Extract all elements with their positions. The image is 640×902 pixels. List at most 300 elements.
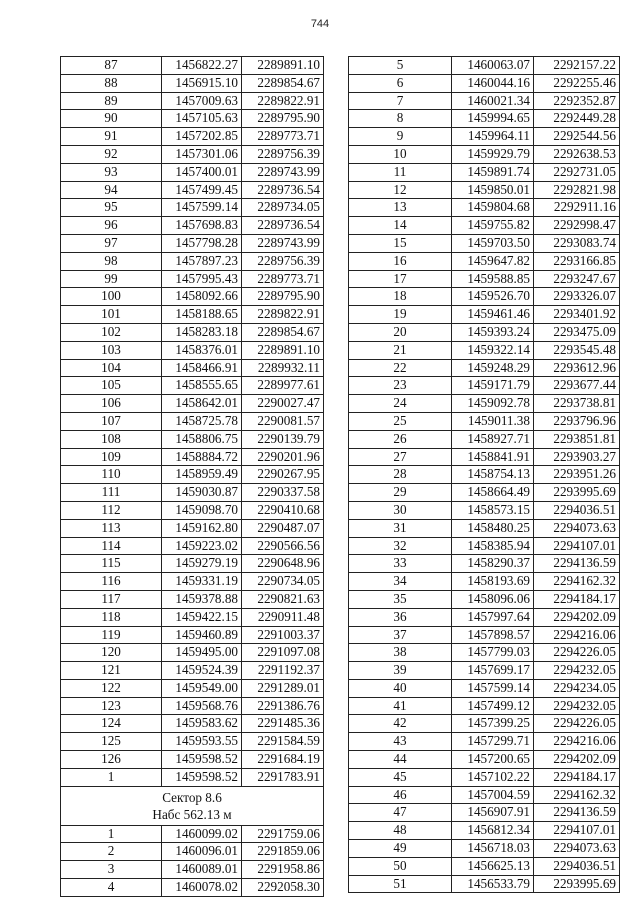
- point-number-cell: 93: [61, 163, 162, 181]
- point-number-cell: 50: [349, 857, 452, 875]
- point-number-cell: 112: [61, 501, 162, 519]
- y-coordinate-cell: 2290566.56: [242, 537, 324, 555]
- x-coordinate-cell: 1460044.16: [452, 74, 534, 92]
- point-number-cell: 26: [349, 430, 452, 448]
- point-number-cell: 20: [349, 323, 452, 341]
- y-coordinate-cell: 2293677.44: [534, 377, 620, 395]
- x-coordinate-cell: 1458927.71: [452, 430, 534, 448]
- point-number-cell: 119: [61, 626, 162, 644]
- y-coordinate-cell: 2290734.05: [242, 573, 324, 591]
- x-coordinate-cell: 1459098.70: [162, 501, 242, 519]
- point-number-cell: 113: [61, 519, 162, 537]
- y-coordinate-cell: 2292638.53: [534, 145, 620, 163]
- x-coordinate-cell: 1459804.68: [452, 199, 534, 217]
- x-coordinate-cell: 1456718.03: [452, 840, 534, 858]
- y-coordinate-cell: 2291097.08: [242, 644, 324, 662]
- point-number-cell: 23: [349, 377, 452, 395]
- y-coordinate-cell: 2293612.96: [534, 359, 620, 377]
- table-row: [349, 733, 620, 751]
- table-row: [61, 270, 324, 288]
- x-coordinate-cell: 1459647.82: [452, 252, 534, 270]
- point-number-cell: 107: [61, 412, 162, 430]
- table-row: [61, 843, 324, 861]
- table-row: [61, 519, 324, 537]
- x-coordinate-cell: 1460089.01: [162, 861, 242, 879]
- point-number-cell: 43: [349, 733, 452, 751]
- point-number-cell: 51: [349, 875, 452, 893]
- x-coordinate-cell: 1459162.80: [162, 519, 242, 537]
- y-coordinate-cell: 2291289.01: [242, 679, 324, 697]
- y-coordinate-cell: 2290139.79: [242, 430, 324, 448]
- table-row: [349, 519, 620, 537]
- point-number-cell: 34: [349, 573, 452, 591]
- x-coordinate-cell: 1456625.13: [452, 857, 534, 875]
- table-row: [349, 288, 620, 306]
- y-coordinate-cell: 2293326.07: [534, 288, 620, 306]
- y-coordinate-cell: 2290821.63: [242, 590, 324, 608]
- point-number-cell: 40: [349, 679, 452, 697]
- point-number-cell: 92: [61, 145, 162, 163]
- y-coordinate-cell: 2291003.37: [242, 626, 324, 644]
- table-row: [61, 662, 324, 680]
- point-number-cell: 1: [61, 768, 162, 786]
- table-row: [349, 430, 620, 448]
- table-row: [61, 430, 324, 448]
- x-coordinate-cell: 1459322.14: [452, 341, 534, 359]
- table-row: [61, 751, 324, 769]
- point-number-cell: 6: [349, 74, 452, 92]
- point-number-cell: 7: [349, 92, 452, 110]
- point-number-cell: 39: [349, 662, 452, 680]
- y-coordinate-cell: 2294136.59: [534, 804, 620, 822]
- point-number-cell: 109: [61, 448, 162, 466]
- point-number-cell: 9: [349, 128, 452, 146]
- table-row: [61, 626, 324, 644]
- table-row: [349, 697, 620, 715]
- x-coordinate-cell: 1459583.62: [162, 715, 242, 733]
- table-row: [61, 181, 324, 199]
- table-row: [349, 359, 620, 377]
- x-coordinate-cell: 1458725.78: [162, 412, 242, 430]
- x-coordinate-cell: 1459422.15: [162, 608, 242, 626]
- y-coordinate-cell: 2293903.27: [534, 448, 620, 466]
- x-coordinate-cell: 1458096.06: [452, 590, 534, 608]
- table-row: [61, 377, 324, 395]
- x-coordinate-cell: 1457009.63: [162, 92, 242, 110]
- point-number-cell: 48: [349, 822, 452, 840]
- point-number-cell: 33: [349, 555, 452, 573]
- y-coordinate-cell: 2289977.61: [242, 377, 324, 395]
- x-coordinate-cell: 1457400.01: [162, 163, 242, 181]
- point-number-cell: 89: [61, 92, 162, 110]
- y-coordinate-cell: 2289734.05: [242, 199, 324, 217]
- point-number-cell: 21: [349, 341, 452, 359]
- table-row: [61, 768, 324, 786]
- coordinates-table-right: [348, 56, 620, 893]
- x-coordinate-cell: 1458555.65: [162, 377, 242, 395]
- left-table-rows-bottom: [61, 825, 324, 896]
- x-coordinate-cell: 1459495.00: [162, 644, 242, 662]
- y-coordinate-cell: 2291958.86: [242, 861, 324, 879]
- table-row: [349, 57, 620, 75]
- y-coordinate-cell: 2292998.47: [534, 217, 620, 235]
- table-row: [349, 644, 620, 662]
- table-row: [61, 128, 324, 146]
- y-coordinate-cell: 2291783.91: [242, 768, 324, 786]
- x-coordinate-cell: 1459703.50: [452, 234, 534, 252]
- table-row: [349, 466, 620, 484]
- y-coordinate-cell: 2290337.58: [242, 484, 324, 502]
- table-row: [61, 199, 324, 217]
- point-number-cell: 14: [349, 217, 452, 235]
- point-number-cell: 29: [349, 484, 452, 502]
- y-coordinate-cell: 2294226.05: [534, 644, 620, 662]
- point-number-cell: 15: [349, 234, 452, 252]
- point-number-cell: 42: [349, 715, 452, 733]
- x-coordinate-cell: 1457898.57: [452, 626, 534, 644]
- table-row: [349, 679, 620, 697]
- x-coordinate-cell: 1457698.83: [162, 217, 242, 235]
- y-coordinate-cell: 2294232.05: [534, 697, 620, 715]
- x-coordinate-cell: 1457699.17: [452, 662, 534, 680]
- point-number-cell: 97: [61, 234, 162, 252]
- x-coordinate-cell: 1458664.49: [452, 484, 534, 502]
- x-coordinate-cell: 1459460.89: [162, 626, 242, 644]
- point-number-cell: 102: [61, 323, 162, 341]
- point-number-cell: 100: [61, 288, 162, 306]
- point-number-cell: 94: [61, 181, 162, 199]
- x-coordinate-cell: 1459598.52: [162, 751, 242, 769]
- x-coordinate-cell: 1459994.65: [452, 110, 534, 128]
- y-coordinate-cell: 2294184.17: [534, 590, 620, 608]
- point-number-cell: 11: [349, 163, 452, 181]
- table-row: [349, 163, 620, 181]
- table-row: [61, 608, 324, 626]
- x-coordinate-cell: 1457105.63: [162, 110, 242, 128]
- y-coordinate-cell: 2294202.09: [534, 608, 620, 626]
- table-row: [61, 644, 324, 662]
- x-coordinate-cell: 1458841.91: [452, 448, 534, 466]
- point-number-cell: 106: [61, 395, 162, 413]
- table-row: [349, 199, 620, 217]
- y-coordinate-cell: 2293247.67: [534, 270, 620, 288]
- point-number-cell: 126: [61, 751, 162, 769]
- point-number-cell: 27: [349, 448, 452, 466]
- x-coordinate-cell: 1459929.79: [452, 145, 534, 163]
- x-coordinate-cell: 1456812.34: [452, 822, 534, 840]
- y-coordinate-cell: 2289932.11: [242, 359, 324, 377]
- point-number-cell: 17: [349, 270, 452, 288]
- y-coordinate-cell: 2289736.54: [242, 181, 324, 199]
- point-number-cell: 44: [349, 751, 452, 769]
- y-coordinate-cell: 2294202.09: [534, 751, 620, 769]
- point-number-cell: 38: [349, 644, 452, 662]
- y-coordinate-cell: 2290081.57: [242, 412, 324, 430]
- y-coordinate-cell: 2291386.76: [242, 697, 324, 715]
- table-row: [349, 662, 620, 680]
- y-coordinate-cell: 2294216.06: [534, 626, 620, 644]
- table-row: [61, 501, 324, 519]
- table-row: [61, 537, 324, 555]
- point-number-cell: 96: [61, 217, 162, 235]
- table-row: [349, 715, 620, 733]
- point-number-cell: 37: [349, 626, 452, 644]
- x-coordinate-cell: 1459393.24: [452, 323, 534, 341]
- y-coordinate-cell: 2294073.63: [534, 519, 620, 537]
- point-number-cell: 24: [349, 395, 452, 413]
- x-coordinate-cell: 1459755.82: [452, 217, 534, 235]
- y-coordinate-cell: 2289822.91: [242, 92, 324, 110]
- table-row: [349, 857, 620, 875]
- point-number-cell: 8: [349, 110, 452, 128]
- y-coordinate-cell: 2292449.28: [534, 110, 620, 128]
- y-coordinate-cell: 2290027.47: [242, 395, 324, 413]
- x-coordinate-cell: 1459248.29: [452, 359, 534, 377]
- y-coordinate-cell: 2293796.96: [534, 412, 620, 430]
- table-row: [61, 57, 324, 75]
- table-row: [349, 395, 620, 413]
- x-coordinate-cell: 1457997.64: [452, 608, 534, 626]
- x-coordinate-cell: 1459964.11: [452, 128, 534, 146]
- table-row: [349, 555, 620, 573]
- y-coordinate-cell: 2289756.39: [242, 252, 324, 270]
- point-number-cell: 105: [61, 377, 162, 395]
- table-row: [61, 484, 324, 502]
- point-number-cell: 101: [61, 306, 162, 324]
- point-number-cell: 49: [349, 840, 452, 858]
- point-number-cell: 1: [61, 825, 162, 843]
- point-number-cell: 88: [61, 74, 162, 92]
- x-coordinate-cell: 1459524.39: [162, 662, 242, 680]
- x-coordinate-cell: 1456533.79: [452, 875, 534, 893]
- x-coordinate-cell: 1459598.52: [162, 768, 242, 786]
- x-coordinate-cell: 1458754.13: [452, 466, 534, 484]
- sector-header-row: [61, 786, 324, 825]
- point-number-cell: 87: [61, 57, 162, 75]
- table-row: [349, 786, 620, 804]
- y-coordinate-cell: 2294216.06: [534, 733, 620, 751]
- point-number-cell: 22: [349, 359, 452, 377]
- y-coordinate-cell: 2289743.99: [242, 234, 324, 252]
- table-row: [349, 822, 620, 840]
- point-number-cell: 19: [349, 306, 452, 324]
- table-row: [61, 110, 324, 128]
- x-coordinate-cell: 1457995.43: [162, 270, 242, 288]
- point-number-cell: 31: [349, 519, 452, 537]
- x-coordinate-cell: 1458385.94: [452, 537, 534, 555]
- y-coordinate-cell: 2294184.17: [534, 768, 620, 786]
- table-row: [61, 306, 324, 324]
- x-coordinate-cell: 1458283.18: [162, 323, 242, 341]
- table-row: [349, 573, 620, 591]
- y-coordinate-cell: 2289795.90: [242, 288, 324, 306]
- point-number-cell: 123: [61, 697, 162, 715]
- x-coordinate-cell: 1458959.49: [162, 466, 242, 484]
- y-coordinate-cell: 2292731.05: [534, 163, 620, 181]
- table-row: [61, 163, 324, 181]
- y-coordinate-cell: 2289756.39: [242, 145, 324, 163]
- x-coordinate-cell: 1459891.74: [452, 163, 534, 181]
- page-number: 744: [310, 18, 330, 30]
- table-row: [349, 128, 620, 146]
- y-coordinate-cell: 2290201.96: [242, 448, 324, 466]
- point-number-cell: 116: [61, 573, 162, 591]
- point-number-cell: 108: [61, 430, 162, 448]
- point-number-cell: 121: [61, 662, 162, 680]
- table-row: [61, 217, 324, 235]
- table-row: [61, 466, 324, 484]
- x-coordinate-cell: 1460099.02: [162, 825, 242, 843]
- y-coordinate-cell: 2292821.98: [534, 181, 620, 199]
- point-number-cell: 47: [349, 804, 452, 822]
- x-coordinate-cell: 1459279.19: [162, 555, 242, 573]
- table-row: [61, 359, 324, 377]
- y-coordinate-cell: 2289773.71: [242, 128, 324, 146]
- x-coordinate-cell: 1458376.01: [162, 341, 242, 359]
- y-coordinate-cell: 2289795.90: [242, 110, 324, 128]
- point-number-cell: 30: [349, 501, 452, 519]
- table-row: [349, 484, 620, 502]
- point-number-cell: 18: [349, 288, 452, 306]
- y-coordinate-cell: 2291584.59: [242, 733, 324, 751]
- point-number-cell: 122: [61, 679, 162, 697]
- x-coordinate-cell: 1458290.37: [452, 555, 534, 573]
- x-coordinate-cell: 1457301.06: [162, 145, 242, 163]
- y-coordinate-cell: 2289743.99: [242, 163, 324, 181]
- table-row: [61, 697, 324, 715]
- y-coordinate-cell: 2293995.69: [534, 484, 620, 502]
- point-number-cell: 46: [349, 786, 452, 804]
- table-row: [349, 448, 620, 466]
- x-coordinate-cell: 1457399.25: [452, 715, 534, 733]
- point-number-cell: 12: [349, 181, 452, 199]
- point-number-cell: 120: [61, 644, 162, 662]
- y-coordinate-cell: 2289854.67: [242, 323, 324, 341]
- coordinates-table-left: [60, 56, 324, 897]
- x-coordinate-cell: 1457102.22: [452, 768, 534, 786]
- point-number-cell: 91: [61, 128, 162, 146]
- x-coordinate-cell: 1457004.59: [452, 786, 534, 804]
- table-row: [349, 323, 620, 341]
- x-coordinate-cell: 1459850.01: [452, 181, 534, 199]
- y-coordinate-cell: 2294073.63: [534, 840, 620, 858]
- x-coordinate-cell: 1459223.02: [162, 537, 242, 555]
- x-coordinate-cell: 1458480.25: [452, 519, 534, 537]
- x-coordinate-cell: 1459593.55: [162, 733, 242, 751]
- y-coordinate-cell: 2294036.51: [534, 501, 620, 519]
- y-coordinate-cell: 2292911.16: [534, 199, 620, 217]
- point-number-cell: 10: [349, 145, 452, 163]
- x-coordinate-cell: 1458884.72: [162, 448, 242, 466]
- point-number-cell: 41: [349, 697, 452, 715]
- point-number-cell: 32: [349, 537, 452, 555]
- point-number-cell: 99: [61, 270, 162, 288]
- point-number-cell: 111: [61, 484, 162, 502]
- x-coordinate-cell: 1457499.45: [162, 181, 242, 199]
- point-number-cell: 115: [61, 555, 162, 573]
- table-row: [61, 412, 324, 430]
- table-row: [349, 768, 620, 786]
- y-coordinate-cell: 2294234.05: [534, 679, 620, 697]
- table-row: [349, 217, 620, 235]
- sector-header: [61, 786, 324, 825]
- x-coordinate-cell: 1457202.85: [162, 128, 242, 146]
- table-row: [61, 252, 324, 270]
- table-row: [349, 181, 620, 199]
- table-row: [61, 861, 324, 879]
- y-coordinate-cell: 2291859.06: [242, 843, 324, 861]
- y-coordinate-cell: 2294107.01: [534, 822, 620, 840]
- table-row: [349, 804, 620, 822]
- table-row: [61, 145, 324, 163]
- sector-title: Сектор 8.6: [162, 789, 222, 805]
- x-coordinate-cell: 1459030.87: [162, 484, 242, 502]
- table-row: [61, 555, 324, 573]
- x-coordinate-cell: 1460021.34: [452, 92, 534, 110]
- x-coordinate-cell: 1456907.91: [452, 804, 534, 822]
- y-coordinate-cell: 2290911.48: [242, 608, 324, 626]
- table-row: [349, 537, 620, 555]
- y-coordinate-cell: 2294162.32: [534, 786, 620, 804]
- y-coordinate-cell: 2293401.92: [534, 306, 620, 324]
- table-row: [349, 306, 620, 324]
- table-row: [349, 590, 620, 608]
- table-row: [349, 74, 620, 92]
- y-coordinate-cell: 2294162.32: [534, 573, 620, 591]
- point-number-cell: 103: [61, 341, 162, 359]
- y-coordinate-cell: 2294226.05: [534, 715, 620, 733]
- point-number-cell: 13: [349, 199, 452, 217]
- table-row: [349, 110, 620, 128]
- point-number-cell: 104: [61, 359, 162, 377]
- x-coordinate-cell: 1458466.91: [162, 359, 242, 377]
- y-coordinate-cell: 2293166.85: [534, 252, 620, 270]
- table-row: [349, 875, 620, 893]
- x-coordinate-cell: 1459092.78: [452, 395, 534, 413]
- x-coordinate-cell: 1457599.14: [452, 679, 534, 697]
- x-coordinate-cell: 1459331.19: [162, 573, 242, 591]
- point-number-cell: 95: [61, 199, 162, 217]
- point-number-cell: 3: [61, 861, 162, 879]
- x-coordinate-cell: 1458806.75: [162, 430, 242, 448]
- x-coordinate-cell: 1457599.14: [162, 199, 242, 217]
- table-row: [349, 412, 620, 430]
- point-number-cell: 124: [61, 715, 162, 733]
- y-coordinate-cell: 2289854.67: [242, 74, 324, 92]
- y-coordinate-cell: 2291759.06: [242, 825, 324, 843]
- point-number-cell: 125: [61, 733, 162, 751]
- y-coordinate-cell: 2294107.01: [534, 537, 620, 555]
- y-coordinate-cell: 2289736.54: [242, 217, 324, 235]
- x-coordinate-cell: 1459588.85: [452, 270, 534, 288]
- point-number-cell: 98: [61, 252, 162, 270]
- point-number-cell: 114: [61, 537, 162, 555]
- point-number-cell: 4: [61, 879, 162, 897]
- x-coordinate-cell: 1460096.01: [162, 843, 242, 861]
- y-coordinate-cell: 2291192.37: [242, 662, 324, 680]
- x-coordinate-cell: 1457200.65: [452, 751, 534, 769]
- table-row: [61, 590, 324, 608]
- point-number-cell: 28: [349, 466, 452, 484]
- y-coordinate-cell: 2293851.81: [534, 430, 620, 448]
- x-coordinate-cell: 1459378.88: [162, 590, 242, 608]
- point-number-cell: 45: [349, 768, 452, 786]
- x-coordinate-cell: 1457499.12: [452, 697, 534, 715]
- y-coordinate-cell: 2293475.09: [534, 323, 620, 341]
- x-coordinate-cell: 1458092.66: [162, 288, 242, 306]
- x-coordinate-cell: 1457799.03: [452, 644, 534, 662]
- point-number-cell: 35: [349, 590, 452, 608]
